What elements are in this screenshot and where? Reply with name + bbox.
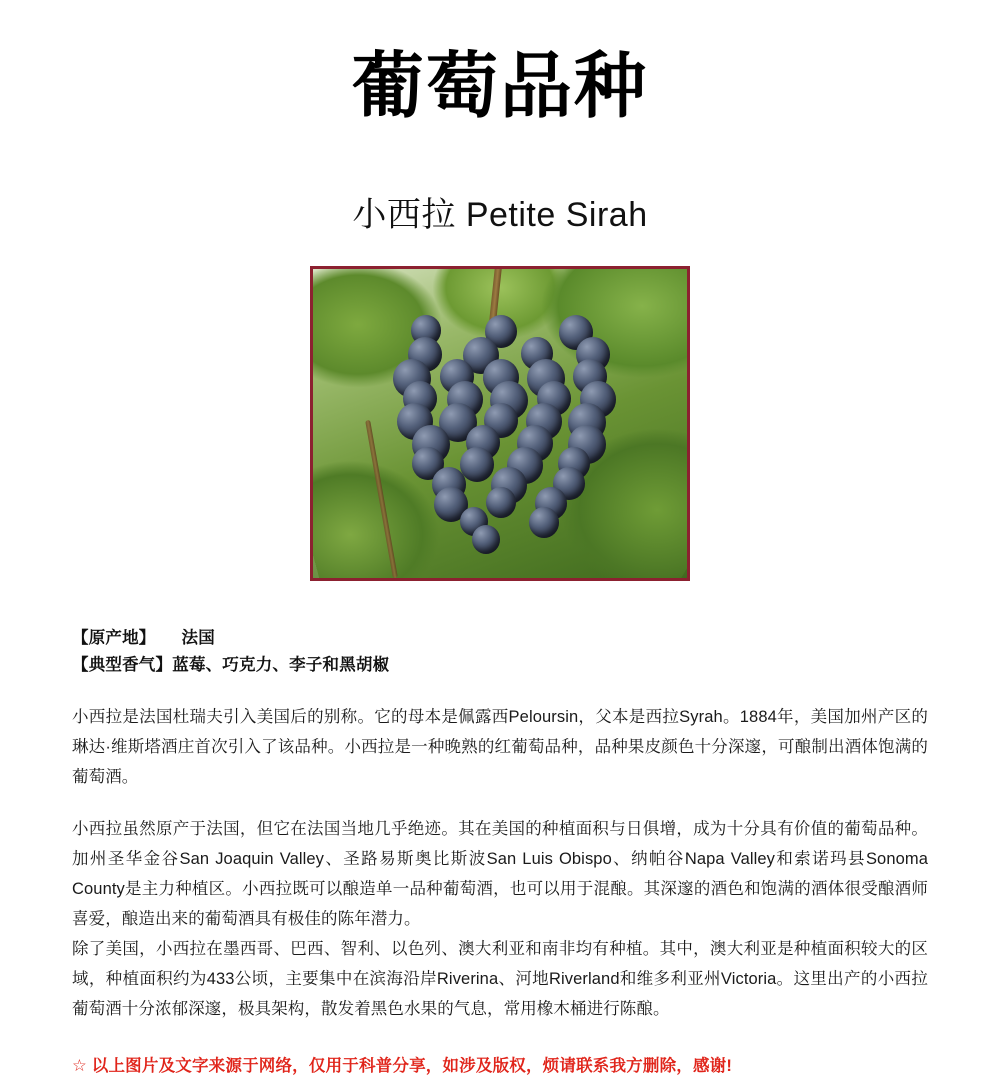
grape-berry bbox=[486, 487, 516, 518]
meta-origin bbox=[72, 625, 928, 652]
meta-origin-label: 【原产地】 bbox=[72, 629, 156, 648]
meta-aroma bbox=[72, 652, 928, 679]
paragraph-1: 小西拉是法国杜瑞夫引入美国后的别称。它的母本是佩露西Peloursin，父本是西拉Syrah。1884年，美国加州产区的琳达·维斯塔酒庄首次引入了该品种。小西拉是一种晚熟的红葡萄品种，品种果皮颜色十分深邃，可酿制出酒体饱满的葡萄酒。 bbox=[72, 707, 928, 786]
meta-origin-value: 法国 bbox=[181, 629, 215, 648]
meta-aroma-value: 蓝莓、巧克力、李子和黑胡椒 bbox=[172, 656, 390, 675]
variety-subtitle: 小西拉 Petite Sirah bbox=[352, 196, 648, 235]
meta-aroma-label: 【典型香气】 bbox=[72, 656, 173, 675]
paragraph-2: 小西拉虽然原产于法国，但它在法国当地几乎绝迹。其在美国的种植面积与日俱增，成为十分具有价值的葡萄品种。加州圣华金谷San Joaquin Valley、圣路易斯奥比斯波San Luis Obispo、纳帕谷Napa Valley和索诺玛县Sonoma County是主力种植区。小西拉既可以酿造单一品种葡萄酒，也可以用于混酿。其深邃的酒色和饱满的酒体很受酿酒师喜爱，酿造出来的葡萄酒具有极佳的陈年潜力。 bbox=[72, 819, 928, 928]
grape-photo-frame bbox=[310, 266, 690, 581]
page-title: 葡萄品种 bbox=[351, 47, 648, 127]
grape-berry bbox=[472, 525, 500, 554]
grape-berry bbox=[460, 447, 494, 482]
article-body bbox=[0, 625, 1000, 1076]
paragraph-3: 除了美国，小西拉在墨西哥、巴西、智利、以色列、澳大利亚和南非均有种植。其中，澳大利亚是种植面积较大的区域，种植面积约为433公顷，主要集中在滨海沿岸Riverina、河地Riverland和维多利亚州Victoria。这里出产的小西拉葡萄酒十分浓郁深邃，极具架构，散发着黑色水果的气息，常用橡木桶进行陈酿。 bbox=[72, 939, 928, 1018]
grape-photo bbox=[313, 269, 687, 578]
grape-berry bbox=[529, 507, 559, 538]
grape-cluster bbox=[409, 315, 599, 555]
copyright-footnote: ☆ 以上图片及文字来源于网络，仅用于科普分享，如涉及版权，烦请联系我方删除，感谢! bbox=[72, 1056, 733, 1075]
